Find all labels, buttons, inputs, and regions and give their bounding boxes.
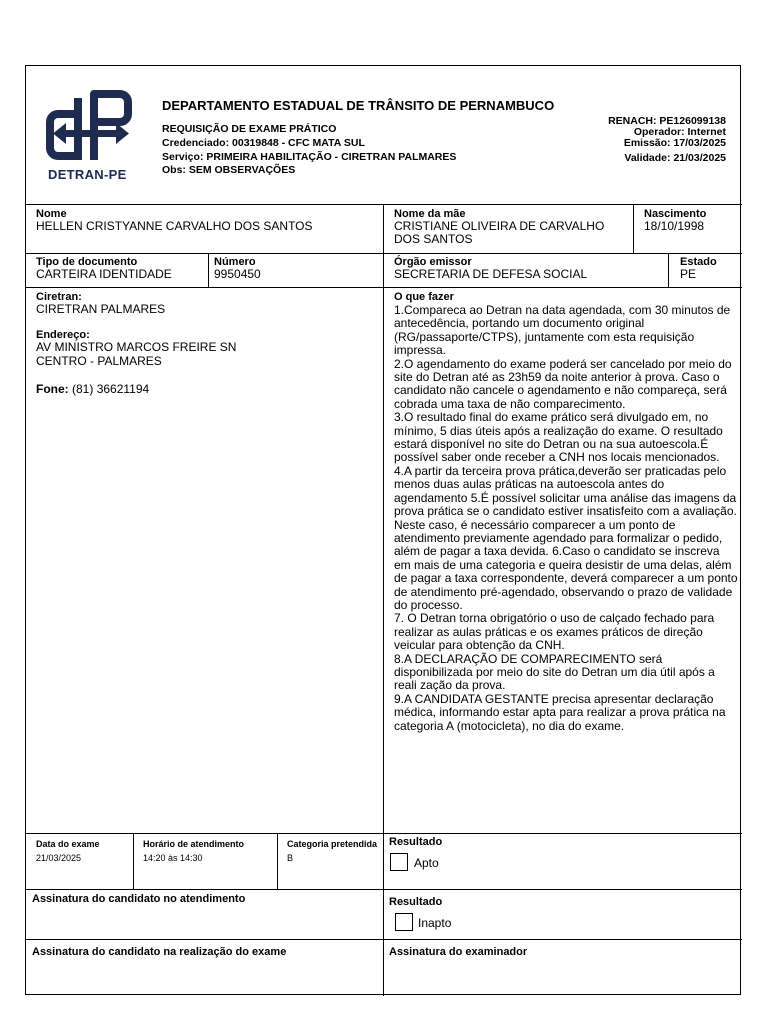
resultado-label: Resultado: [389, 836, 443, 848]
operador-line: Operador: Internet: [633, 126, 726, 138]
divider: [277, 833, 278, 889]
horario-label: Horário de atendimento: [143, 839, 245, 849]
logo-text: DETRAN-PE: [48, 167, 127, 182]
nome-mae-value-line2: DOS SANTOS: [394, 232, 473, 246]
endereco-line2: CENTRO - PALMARES: [36, 354, 162, 368]
requisition-form: [25, 65, 741, 995]
numero-value: 9950450: [214, 267, 261, 281]
divider: [208, 253, 209, 287]
divider: [26, 204, 742, 205]
divider: [26, 889, 742, 890]
agency-title: DEPARTAMENTO ESTADUAL DE TRÂNSITO DE PERNAMBUCO: [162, 98, 555, 113]
divider: [383, 204, 384, 996]
apto-checkbox[interactable]: [390, 853, 408, 871]
fone-line: [36, 382, 149, 396]
document-subtitle: REQUISIÇÃO DE EXAME PRÁTICO: [162, 123, 337, 135]
instruction-item: 9.A CANDIDATA GESTANTE precisa apresentar declaração médica, informando estar apta para realizar a prova prática na categoria A (motocicleta), no dia do exame.: [394, 691, 726, 733]
divider: [633, 204, 634, 253]
resultado-label-2: Resultado: [389, 896, 443, 908]
nome-label: Nome: [36, 208, 67, 220]
instruction-item: 3.O resultado final do exame prático será divulgado em, no mínimo, 5 dias úteis após a realização do exame. O resultado estará disponível no site do Detran ou na sua autoescola.É possível saber onde receber a CNH nos locais mencionados.: [394, 410, 723, 465]
assinatura-atendimento-label: Assinatura do candidato no atendimento: [32, 893, 246, 905]
divider: [26, 939, 742, 940]
apto-label: Apto: [414, 856, 439, 870]
o-que-fazer-label: O que fazer: [394, 291, 454, 303]
detran-emblem-icon: [44, 86, 134, 166]
validade-date: Validade: 21/03/2025: [624, 152, 726, 164]
ciretran-value: CIRETRAN PALMARES: [36, 302, 166, 316]
data-exame-value: 21/03/2025: [36, 853, 82, 863]
nome-mae-value-line1: CRISTIANE OLIVEIRA DE CARVALHO: [394, 219, 605, 233]
tipo-documento-value: CARTEIRA IDENTIDADE: [36, 267, 172, 281]
divider: [26, 287, 742, 288]
endereco-line1: AV MINISTRO MARCOS FREIRE SN: [36, 340, 237, 354]
assinatura-examinador-label: Assinatura do examinador: [389, 946, 528, 958]
ciretran-label: Ciretran:: [36, 291, 82, 303]
instruction-item: 7. O Detran torna obrigatório o uso de calçado fechado para realizar as aulas práticas e os exames práticos de direção veicular para obtenção da CNH.: [394, 611, 715, 653]
estado-value: PE: [680, 267, 697, 281]
instruction-item: 1.Compareca ao Detran na data agendada, com 30 minutos de antecedência, portando um documento original (RG/passaporte/CTPS), juntamente com esta requisição impressa.: [394, 303, 731, 358]
data-exame-label: Data do exame: [36, 839, 100, 849]
categoria-label: Categoria pretendida: [287, 839, 378, 849]
orgao-emissor-label: Órgão emissor: [394, 256, 472, 268]
endereco-label: Endereço:: [36, 329, 90, 341]
divider: [668, 253, 669, 287]
divider: [133, 833, 134, 889]
inapto-checkbox[interactable]: [395, 913, 413, 931]
fone-value: (81) 36621194: [72, 382, 150, 396]
assinatura-realizacao-label: Assinatura do candidato na realização do exame: [32, 946, 287, 958]
nascimento-label: Nascimento: [644, 208, 707, 220]
instruction-item: 4.A partir da terceira prova prática,deverão ser praticadas pelo menos duas aulas práticas na autoescola antes do agendamento 5.É possível solicitar uma análise das imagens da prova prática se o candidato estiver insatisfeito com a avaliação. Neste caso, é necessário comparecer a um ponto de atendimento previamente agendado para formalizar o pedido, além de pagar a taxa devida. 6.Caso o candidato se inscreva em mais de uma categoria e queira desistir de uma delas, além de pagar a taxa correspondente, deverá comparecer a um ponto de atendimento pré-agendado, observando o prazo de validade do processo.: [394, 463, 738, 612]
detran-pe-logo: [44, 86, 134, 186]
renach-number: RENACH: PE126099138: [608, 115, 726, 127]
horario-value: 14:20 às 14:30: [143, 853, 203, 863]
obs-line: Obs: SEM OBSERVAÇÕES: [162, 164, 296, 176]
instruction-item: 8.A DECLARAÇÃO DE COMPARECIMENTO será disponibilizada por meio do site do Detran um dia útil após a reali zação da prova.: [394, 651, 715, 693]
fone-label: Fone:: [36, 382, 69, 396]
numero-label: Número: [214, 256, 256, 268]
nome-mae-label: Nome da mãe: [394, 208, 466, 220]
instruction-item: 2.O agendamento do exame poderá ser cancelado por meio do site do Detran até as 23h59 da noite anterior à prova. Caso o candidato não cancele o agendamento e não compareça, será cobrada uma taxa de não comparecimento.: [394, 356, 732, 411]
o-que-fazer-text: [394, 304, 738, 733]
estado-label: Estado: [680, 256, 717, 268]
credenciado-line: Credenciado: 00319848 - CFC MATA SUL: [162, 137, 365, 149]
nascimento-value: 18/10/1998: [644, 219, 705, 233]
nome-value: HELLEN CRISTYANNE CARVALHO DOS SANTOS: [36, 219, 313, 233]
emissao-date: Emissão: 17/03/2025: [623, 137, 726, 149]
inapto-label: Inapto: [418, 916, 452, 930]
tipo-documento-label: Tipo de documento: [36, 256, 138, 268]
orgao-emissor-value: SECRETARIA DE DEFESA SOCIAL: [394, 267, 588, 281]
categoria-value: B: [287, 853, 294, 863]
divider: [26, 253, 742, 254]
servico-line: Serviço: PRIMEIRA HABILITAÇÃO - CIRETRAN PALMARES: [162, 151, 457, 163]
